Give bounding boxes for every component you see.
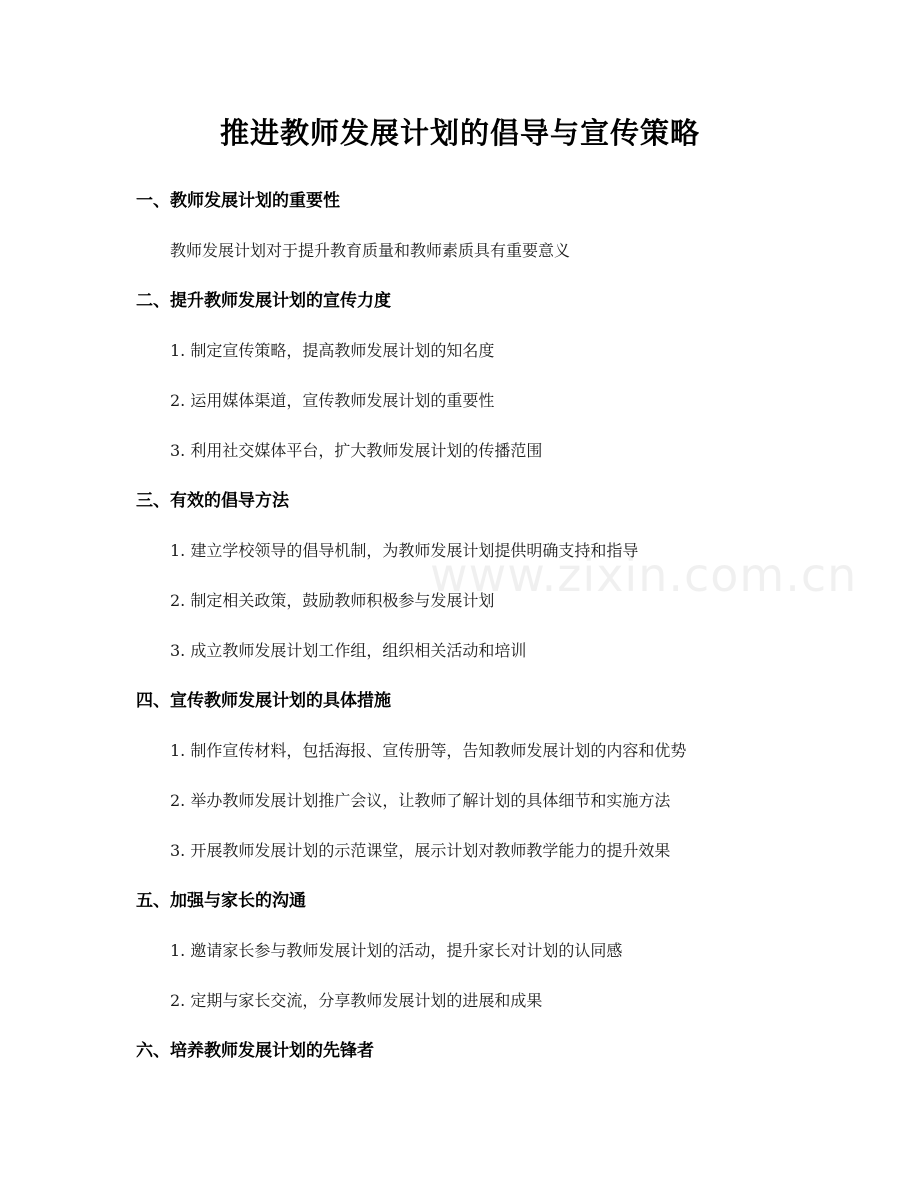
section-heading: 六、培养教师发展计划的先锋者 [136, 1041, 374, 1061]
document-body [136, 186, 836, 1086]
section-paragraph: 教师发展计划对于提升教育质量和教师素质具有重要意义 [170, 241, 571, 260]
section-5 [136, 886, 836, 1016]
section-6 [136, 1036, 836, 1066]
document-title: 推进教师发展计划的倡导与宣传策略 [219, 116, 700, 150]
list-item: 2. 举办教师发展计划推广会议，让教师了解计划的具体细节和实施方法 [170, 791, 671, 810]
section-4 [136, 686, 836, 866]
section-3 [136, 486, 836, 666]
section-heading: 四、宣传教师发展计划的具体措施 [136, 691, 391, 711]
list-item: 2. 运用媒体渠道，宣传教师发展计划的重要性 [170, 391, 495, 410]
list-item: 1. 邀请家长参与教师发展计划的活动，提升家长对计划的认同感 [170, 941, 623, 960]
list-item: 2. 定期与家长交流，分享教师发展计划的进展和成果 [170, 991, 543, 1010]
watermark-text: www.zixin.com.cn [430, 548, 858, 602]
list-item: 1. 建立学校领导的倡导机制，为教师发展计划提供明确支持和指导 [170, 541, 639, 560]
section-heading: 二、提升教师发展计划的宣传力度 [136, 291, 391, 311]
list-item: 3. 利用社交媒体平台，扩大教师发展计划的传播范围 [170, 441, 543, 460]
section-heading: 三、有效的倡导方法 [136, 491, 289, 511]
section-1 [136, 186, 836, 266]
list-item: 1. 制定宣传策略，提高教师发展计划的知名度 [170, 341, 495, 360]
list-item: 3. 开展教师发展计划的示范课堂，展示计划对教师教学能力的提升效果 [170, 841, 671, 860]
section-heading: 一、教师发展计划的重要性 [136, 191, 340, 211]
list-item: 3. 成立教师发展计划工作组，组织相关活动和培训 [170, 641, 527, 660]
section-heading: 五、加强与家长的沟通 [136, 891, 306, 911]
section-2 [136, 286, 836, 466]
list-item: 1. 制作宣传材料，包括海报、宣传册等，告知教师发展计划的内容和优势 [170, 741, 687, 760]
list-item: 2. 制定相关政策，鼓励教师积极参与发展计划 [170, 591, 495, 610]
